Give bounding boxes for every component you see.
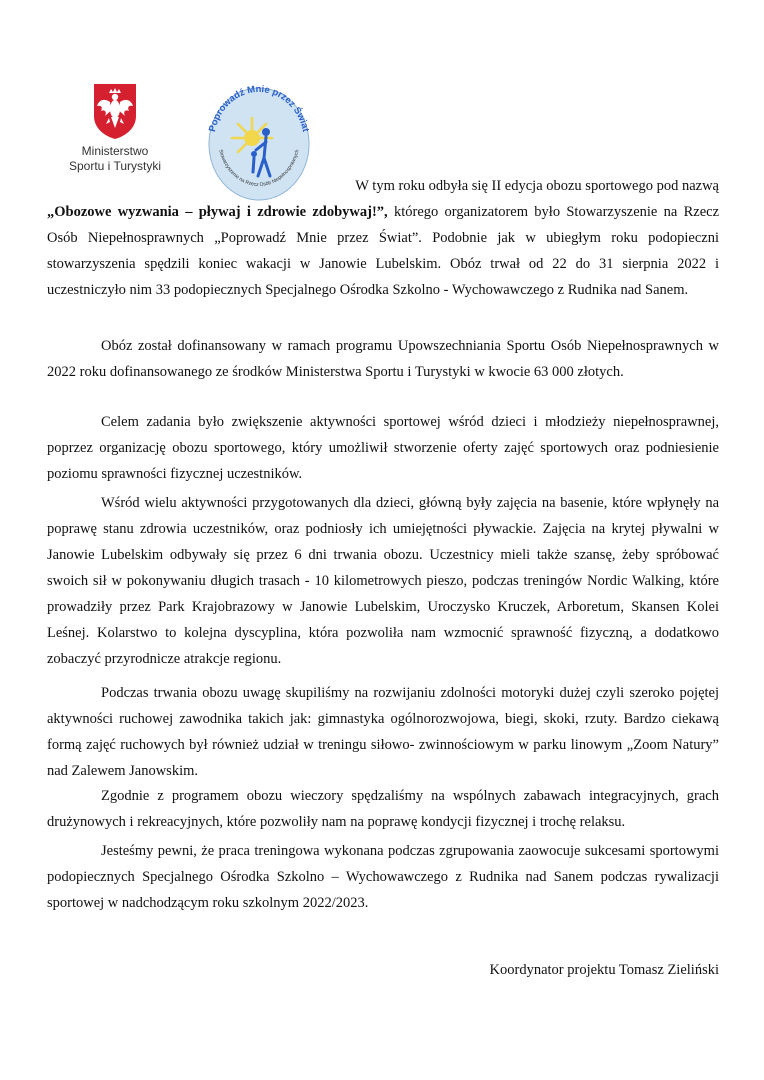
paragraph-evenings: Zgodnie z programem obozu wieczory spędzaliśmy na wspólnych zabawach integracyjnych, grach drużynowych i rekreacyjnych, które pozwoliły nam na poprawę kondycji fizycznej i trochę relaksu.	[47, 788, 719, 830]
intro-first-line: W tym roku odbyła się II edycja obozu sportowego pod nazwą	[355, 178, 719, 194]
ministry-name-line2: Sportu i Turystyki	[68, 159, 162, 173]
signature: Koordynator projektu Tomasz Zieliński	[489, 962, 719, 978]
camp-name: „Obozowe wyzwania – pływaj i zdrowie zdobywaj!”,	[47, 204, 388, 220]
paragraph-goal: Celem zadania było zwiększenie aktywności sportowej wśród dzieci i młodzieży niepełnosprawnej, poprzez organizację obozu sportowego, który umożliwił stworzenie oferty zajęć sportowych oraz podniesienie poziomu sprawności fizycznej uczestników.	[47, 414, 719, 482]
paragraph-conclusion: Jesteśmy pewni, że praca treningowa wykonana podczas zgrupowania zaowocuje sukcesami sportowymi podopiecznych Specjalnego Ośrodka Szkolno – Wychowawczego z Rudnika nad Sanem podczas rywalizacji sportowej w nadchodzącym roku szkolnym 2022/2023.	[47, 843, 719, 911]
paragraph-intro	[47, 173, 719, 303]
association-subtitle: Stowarzyszenie na Rzecz Osób Niepełnosprawnych	[217, 148, 301, 189]
intro-rest: którego organizatorem było Stowarzyszenie na Rzecz Osób Niepełnosprawnych „Poprowadź Mnie przez Świat”. Podobnie jak w ubiegłym roku podopieczni stowarzyszenia spędzili koniec wakacji w Janowie Lubelskim. Obóz trwał od 22 do 31 sierpnia 2022 i uczestniczyło nim 33 podopiecznych Specjalnego Ośrodka Szkolno - Wychowawczego z Rudnika nad Sanem.	[47, 204, 719, 298]
association-title: Poprowadź Mnie przez Świat	[206, 83, 311, 133]
paragraph-activities: Wśród wielu aktywności przygotowanych dla dzieci, główną były zajęcia na basenie, które wpłynęły na poprawę stanu zdrowia uczestników, oraz podniosły ich umiejętności pływackie. Zajęcia na krytej pływalni w Janowie Lubelskim odbywały się przez 6 dni trwania obozu. Uczestnicy mieli także szansę, żeby spróbować swoich sił w pokonywaniu długich trasach - 10 kilometrowych pieszo, podczas treningów Nordic Walking, które prowadziły przez Park Krajobrazowy w Janowie Lubelskim, Uroczysko Kruczek, Arboretum, Skansen Kolei Leśnej. Kolarstwo to kolejna dyscyplina, która pozwoliła nam wzmocnić sprawność fizyczną, a dodatkowo zobaczyć przyrodnicze atrakcje regionu.	[47, 495, 719, 667]
paragraph-motor-skills: Podczas trwania obozu uwagę skupiliśmy na rozwijaniu zdolności motoryki dużej czyli szeroko pojętej aktywności ruchowej zawodnika takich jak: gimnastyka ogólnorozwojowa, biegi, skoki, rzuty. Bardzo ciekawą formą zajęć ruchowych był również udział w treningu siłowo- zwinnościowym w parku linowym „Zoom Natury” nad Zalewem Janowskim.	[47, 685, 719, 779]
ministry-logo	[60, 82, 170, 174]
paragraph-funding: Obóz został dofinansowany w ramach programu Upowszechniania Sportu Osób Niepełnosprawnych w 2022 roku dofinansowanego ze środków Ministerstwa Sportu i Turystyki w kwocie 63 000 złotych.	[47, 338, 719, 380]
ministry-name-line1: Ministerstwo	[81, 144, 149, 158]
polish-eagle-crest-icon	[92, 82, 138, 140]
